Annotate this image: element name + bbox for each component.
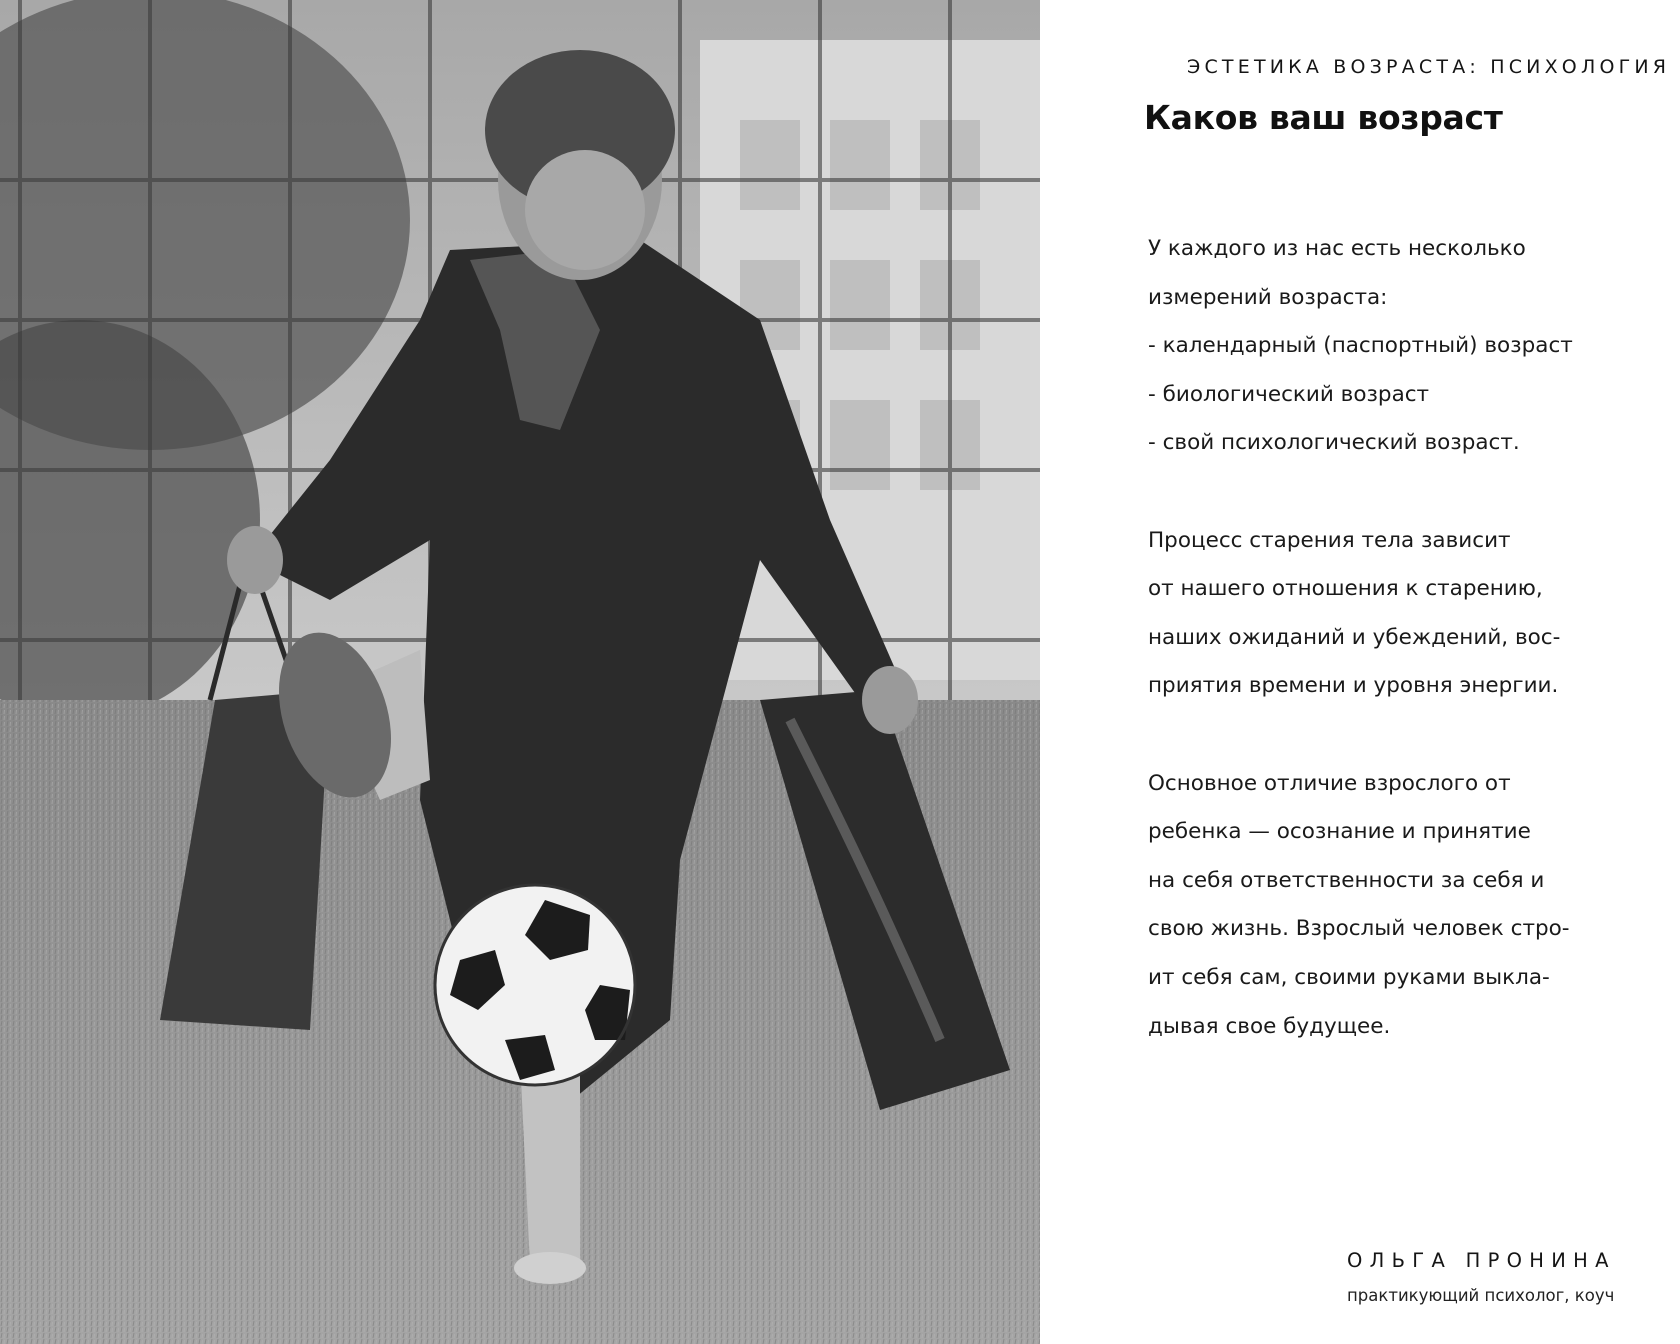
- text-line: ит себя сам, своими руками выкла-: [1148, 964, 1550, 990]
- paragraph-2: [1148, 517, 1648, 711]
- paragraph-3: [1148, 760, 1648, 1052]
- text-line: Основное отличие взрослого от: [1148, 770, 1511, 796]
- text-line: У каждого из нас есть несколько: [1148, 236, 1526, 261]
- article-body: [1148, 225, 1648, 1051]
- text-line: - биологический возраст: [1148, 381, 1430, 407]
- author-name: ОЛЬГА ПРОНИНА: [1347, 1249, 1616, 1272]
- text-line: измерений возраста:: [1148, 284, 1388, 310]
- section-label: ЭСТЕТИКА ВОЗРАСТА: ПСИХОЛОГИЯ: [1187, 56, 1671, 78]
- text-line: на себя ответственности за себя и: [1148, 867, 1545, 893]
- text-line: Процесс старения тела зависит: [1148, 527, 1511, 553]
- text-line: - календарный (паспортный) возраст: [1148, 333, 1573, 359]
- text-line: приятия времени и уровня энергии.: [1148, 673, 1559, 699]
- text-line: ребенка — осознание и принятие: [1148, 819, 1531, 845]
- text-line: - свой психологический возраст.: [1148, 430, 1520, 456]
- article-title: Каков ваш возраст: [1144, 98, 1503, 137]
- paragraph-1: [1148, 225, 1648, 468]
- text-line: от нашего отношения к старению,: [1148, 576, 1543, 602]
- text-line: свою жизнь. Взрослый человек стро-: [1148, 916, 1570, 942]
- author-role: практикующий психолог, коуч: [1347, 1286, 1615, 1305]
- text-line: наших ожиданий и убеждений, вос-: [1148, 624, 1561, 650]
- text-line: дывая свое будущее.: [1148, 1013, 1391, 1039]
